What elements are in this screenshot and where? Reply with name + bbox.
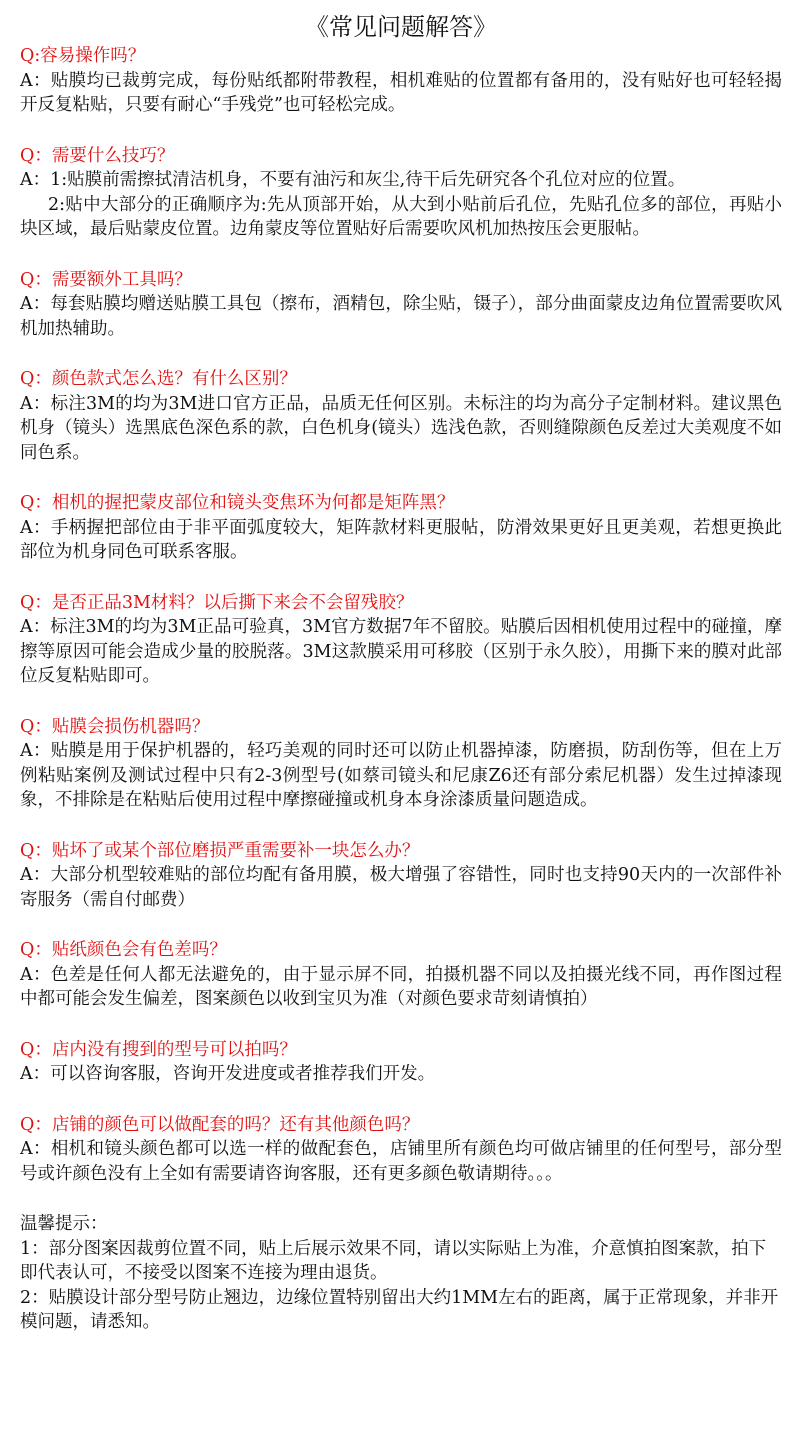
faq-item bbox=[20, 715, 782, 813]
faq-answer bbox=[20, 292, 782, 341]
answer-paragraph: 2:贴中大部分的正确顺序为:先从顶部开始，从大到小贴前后孔位，先贴孔位多的部位，再贴小块区域，最后贴蒙皮位置。边角蒙皮等位置贴好后需要吹风机加热按压会更服帖。 bbox=[20, 194, 782, 239]
faq-answer bbox=[20, 739, 782, 813]
faq-question: Q：贴坏了或某个部位磨损严重需要补一块怎么办？ bbox=[20, 840, 420, 861]
faq-item bbox=[20, 1038, 782, 1087]
faq-question: Q：贴膜会损伤机器吗？ bbox=[20, 716, 210, 737]
faq-answer bbox=[20, 392, 782, 466]
faq-question: Q：相机的握把蒙皮部位和镜头变焦环为何都是矩阵黑？ bbox=[20, 493, 455, 513]
faq-item bbox=[20, 491, 782, 565]
faq-item bbox=[20, 367, 782, 465]
faq-item bbox=[20, 839, 782, 913]
faq-item bbox=[20, 268, 782, 342]
faq-answer bbox=[20, 1062, 782, 1087]
faq-question: Q：颜色款式怎么选？有什么区别？ bbox=[20, 369, 297, 389]
answer-paragraph: A：大部分机型较难贴的部位均配有备用膜，极大增强了容错性，同时也支持90天内的一次部件补寄服务（需自付邮费） bbox=[20, 865, 782, 910]
faq-answer bbox=[20, 69, 782, 118]
answer-paragraph: A：标注3M的均为3M正品可验真，3M官方数据7年不留胶。贴膜后因相机使用过程中的碰撞，摩擦等原因可能会造成少量的胶脱落。3M这款膜采用可移胶（区别于永久胶），用撕下来的膜对此部位反复粘贴即可。 bbox=[20, 617, 782, 686]
faq-question: Q：需要额外工具吗？ bbox=[20, 269, 192, 290]
faq-answer bbox=[20, 963, 782, 1012]
faq-question: Q：店铺的颜色可以做配套的吗？还有其他颜色吗？ bbox=[20, 1114, 420, 1135]
faq-item bbox=[20, 44, 782, 118]
tips-section bbox=[20, 1212, 782, 1335]
answer-paragraph: A：相机和镜头颜色都可以选一样的做配套色，店铺里所有颜色均可做店铺里的任何型号，部分型号或许颜色没有上全如有需要请咨询客服，还有更多颜色敬请期待。。。 bbox=[20, 1139, 782, 1184]
faq-answer bbox=[20, 615, 782, 689]
faq-question: Q:容易操作吗？ bbox=[20, 46, 146, 66]
page-title: 《常见问题解答》 bbox=[305, 13, 497, 41]
tips-item: 1：部分图案因裁剪位置不同，贴上后展示效果不同，请以实际贴上为准，介意慎拍图案款，拍下即代表认可，不接受以图案不连接为理由退货。 bbox=[20, 1238, 767, 1283]
faq-question: Q：需要什么技巧？ bbox=[20, 145, 175, 166]
answer-paragraph: A：标注3M的均为3M进口官方正品，品质无任何区别。未标注的均为高分子定制材料。建议黑色机身（镜头）选黑底色深色系的款，白色机身(镜头）选浅色款，否则缝隙颜色反差过大美观度不如同色系。 bbox=[20, 393, 782, 463]
answer-paragraph: A：可以咨询客服，咨询开发进度或者推荐我们开发。 bbox=[20, 1064, 436, 1084]
faq-answer bbox=[20, 1137, 782, 1186]
faq-item bbox=[20, 591, 782, 689]
faq-item bbox=[20, 144, 782, 242]
faq-answer bbox=[20, 168, 782, 242]
faq-item bbox=[20, 1113, 782, 1187]
tips-heading: 温馨提示： bbox=[20, 1214, 108, 1234]
answer-paragraph: A：色差是任何人都无法避免的，由于显示屏不同，拍摄机器不同以及拍摄光线不同，再作图过程中都可能会发生偏差，图案颜色以收到宝贝为准（对颜色要求苛刻请慎拍） bbox=[20, 964, 782, 1009]
answer-paragraph: A：手柄握把部位由于非平面弧度较大，矩阵款材料更服帖，防滑效果更好且更美观，若想更换此部位为机身同色可联系客服。 bbox=[20, 517, 782, 562]
faq-item bbox=[20, 938, 782, 1012]
faq-question: Q：是否正品3M材料？以后撕下来会不会留残胶？ bbox=[20, 592, 414, 613]
answer-paragraph: A：1:贴膜前需擦拭清洁机身，不要有油污和灰尘,待干后先研究各个孔位对应的位置。 bbox=[20, 170, 686, 190]
answer-paragraph: A：贴膜是用于保护机器的，轻巧美观的同时还可以防止机器掉漆，防磨损，防刮伤等，但在上万例粘贴案例及测试过程中只有2-3例型号(如蔡司镜头和尼康Z6还有部分索尼机器）发生过掉漆现象，不排除是在粘贴后使用过程中摩擦碰撞或机身本身涂漆质量问题造成。 bbox=[20, 741, 782, 810]
faq-answer bbox=[20, 863, 782, 912]
faq-question: Q：贴纸颜色会有色差吗？ bbox=[20, 940, 227, 960]
answer-paragraph: A：贴膜均已裁剪完成，每份贴纸都附带教程，相机难贴的位置都有备用的，没有贴好也可轻轻揭开反复粘贴，只要有耐心“手残党”也可轻松完成。 bbox=[20, 70, 782, 115]
faq-answer bbox=[20, 516, 782, 565]
tips-item: 2：贴膜设计部分型号防止翘边，边缘位置特别留出大约1MM左右的距离，属于正常现象，并非开模问题，请悉知。 bbox=[20, 1287, 779, 1332]
answer-paragraph: A：每套贴膜均赠送贴膜工具包（擦布，酒精包，除尘贴，镊子），部分曲面蒙皮边角位置需要吹风机加热辅助。 bbox=[20, 294, 782, 339]
faq-question: Q：店内没有搜到的型号可以拍吗？ bbox=[20, 1039, 297, 1060]
